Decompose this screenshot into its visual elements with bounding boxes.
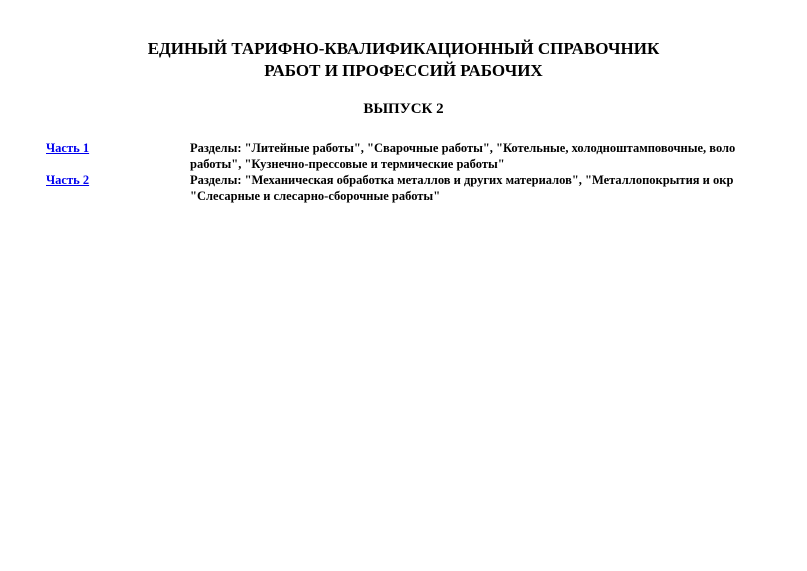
part-1-description xyxy=(190,140,807,172)
table-of-contents xyxy=(46,140,807,204)
part-2-description xyxy=(190,172,807,204)
part-1-description-line-2: работы", "Кузнечно-прессовые и термические работы" xyxy=(190,157,505,171)
issue-heading: ВЫПУСК 2 xyxy=(363,101,444,117)
part-1-description-line-1: Разделы: "Литейные работы", "Сварочные работы", "Котельные, холодноштамповочные, воло xyxy=(190,141,736,155)
part-2-description-line-1: Разделы: "Механическая обработка металлов и других материалов", "Металлопокрытия и окр xyxy=(190,173,734,187)
page-title xyxy=(0,38,807,82)
title-line-1: ЕДИНЫЙ ТАРИФНО-КВАЛИФИКАЦИОННЫЙ СПРАВОЧНИК xyxy=(147,39,660,58)
part-2-link[interactable]: Часть 2 xyxy=(46,173,90,187)
title-line-2: РАБОТ И ПРОФЕССИЙ РАБОЧИХ xyxy=(264,61,543,80)
part-2-description-line-2: "Слесарные и слесарно-сборочные работы" xyxy=(190,189,441,203)
toc-row-part-1 xyxy=(46,140,807,172)
part-1-link[interactable]: Часть 1 xyxy=(46,141,90,155)
toc-row-part-2 xyxy=(46,172,807,204)
